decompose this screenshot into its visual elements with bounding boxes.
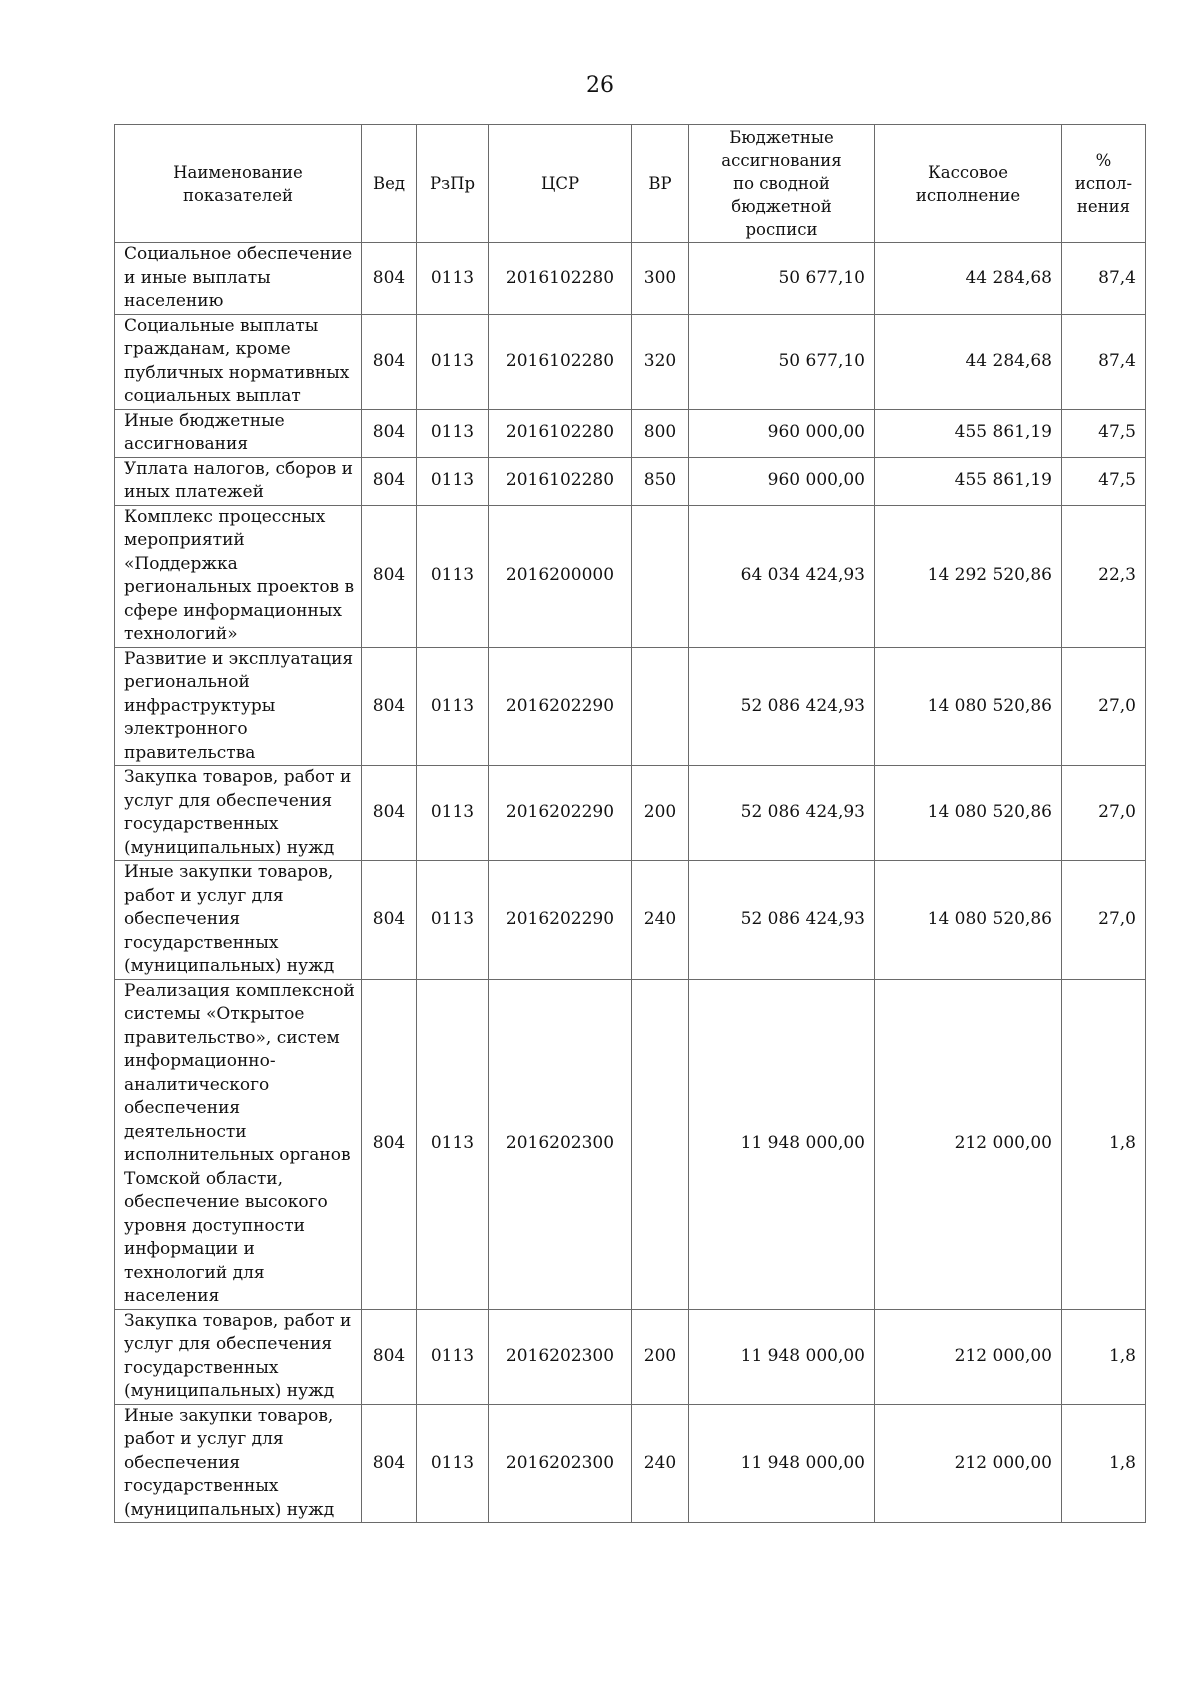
row-vr: 320 xyxy=(632,314,689,409)
row-ved: 804 xyxy=(362,243,417,315)
row-csr: 2016102280 xyxy=(489,457,632,505)
table-row xyxy=(115,861,1146,980)
row-ved: 804 xyxy=(362,979,417,1309)
table-row xyxy=(115,409,1146,457)
header-percent: % испол-нения xyxy=(1062,125,1146,243)
row-vr xyxy=(632,647,689,766)
row-ved: 804 xyxy=(362,1404,417,1523)
row-vr: 240 xyxy=(632,861,689,980)
row-execution: 44 284,68 xyxy=(875,314,1062,409)
row-execution: 455 861,19 xyxy=(875,409,1062,457)
row-vr: 850 xyxy=(632,457,689,505)
row-execution: 14 292 520,86 xyxy=(875,505,1062,647)
row-rzpr: 0113 xyxy=(417,647,489,766)
row-rzpr: 0113 xyxy=(417,766,489,861)
row-percent: 27,0 xyxy=(1062,766,1146,861)
row-name: Развитие и эксплуатация региональной инфраструктуры электронного правительства xyxy=(115,647,362,766)
row-name: Закупка товаров, работ и услуг для обеспечения государственных (муниципальных) нужд xyxy=(115,1309,362,1404)
row-csr: 2016202290 xyxy=(489,647,632,766)
header-csr: ЦСР xyxy=(489,125,632,243)
row-rzpr: 0113 xyxy=(417,979,489,1309)
table-row xyxy=(115,457,1146,505)
row-name: Уплата налогов, сборов и иных платежей xyxy=(115,457,362,505)
row-rzpr: 0113 xyxy=(417,861,489,980)
row-execution: 14 080 520,86 xyxy=(875,861,1062,980)
row-csr: 2016200000 xyxy=(489,505,632,647)
header-name: Наименование показателей xyxy=(115,125,362,243)
row-rzpr: 0113 xyxy=(417,1309,489,1404)
row-name: Социальное обеспечение и иные выплаты населению xyxy=(115,243,362,315)
row-assignments: 11 948 000,00 xyxy=(689,979,875,1309)
table-row xyxy=(115,1404,1146,1523)
row-ved: 804 xyxy=(362,409,417,457)
row-percent: 1,8 xyxy=(1062,1404,1146,1523)
row-rzpr: 0113 xyxy=(417,457,489,505)
row-rzpr: 0113 xyxy=(417,314,489,409)
row-execution: 212 000,00 xyxy=(875,1404,1062,1523)
row-execution: 212 000,00 xyxy=(875,979,1062,1309)
row-rzpr: 0113 xyxy=(417,1404,489,1523)
row-name: Иные бюджетные ассигнования xyxy=(115,409,362,457)
row-assignments: 960 000,00 xyxy=(689,457,875,505)
row-percent: 47,5 xyxy=(1062,457,1146,505)
header-assignments: Бюджетные ассигнования по сводной бюджетной росписи xyxy=(689,125,875,243)
row-vr: 200 xyxy=(632,1309,689,1404)
header-execution: Кассовое исполнение xyxy=(875,125,1062,243)
row-csr: 2016202290 xyxy=(489,766,632,861)
row-name: Реализация комплексной системы «Открытое правительство», систем информационно-аналитического обеспечения деятельности исполнительных органов Томской области, обеспечение высокого уровня доступности информации и технологий для населения xyxy=(115,979,362,1309)
row-name: Социальные выплаты гражданам, кроме публичных нормативных социальных выплат xyxy=(115,314,362,409)
row-execution: 212 000,00 xyxy=(875,1309,1062,1404)
row-name: Закупка товаров, работ и услуг для обеспечения государственных (муниципальных) нужд xyxy=(115,766,362,861)
row-execution: 44 284,68 xyxy=(875,243,1062,315)
row-percent: 87,4 xyxy=(1062,314,1146,409)
row-vr xyxy=(632,979,689,1309)
row-percent: 27,0 xyxy=(1062,647,1146,766)
row-assignments: 11 948 000,00 xyxy=(689,1309,875,1404)
row-assignments: 50 677,10 xyxy=(689,243,875,315)
row-ved: 804 xyxy=(362,1309,417,1404)
row-csr: 2016202300 xyxy=(489,979,632,1309)
row-vr: 200 xyxy=(632,766,689,861)
row-assignments: 64 034 424,93 xyxy=(689,505,875,647)
header-ved: Вед xyxy=(362,125,417,243)
header-rzpr: РзПр xyxy=(417,125,489,243)
row-assignments: 50 677,10 xyxy=(689,314,875,409)
row-vr: 800 xyxy=(632,409,689,457)
budget-execution-table xyxy=(114,124,1146,1523)
row-csr: 2016202290 xyxy=(489,861,632,980)
row-csr: 2016202300 xyxy=(489,1309,632,1404)
table-row xyxy=(115,979,1146,1309)
row-vr: 300 xyxy=(632,243,689,315)
row-assignments: 52 086 424,93 xyxy=(689,766,875,861)
row-csr: 2016202300 xyxy=(489,1404,632,1523)
row-execution: 14 080 520,86 xyxy=(875,647,1062,766)
row-percent: 87,4 xyxy=(1062,243,1146,315)
table-row xyxy=(115,647,1146,766)
row-csr: 2016102280 xyxy=(489,243,632,315)
row-percent: 1,8 xyxy=(1062,1309,1146,1404)
table-row xyxy=(115,314,1146,409)
row-csr: 2016102280 xyxy=(489,314,632,409)
row-rzpr: 0113 xyxy=(417,505,489,647)
row-ved: 804 xyxy=(362,766,417,861)
row-percent: 47,5 xyxy=(1062,409,1146,457)
header-vr: ВР xyxy=(632,125,689,243)
row-name: Иные закупки товаров, работ и услуг для обеспечения государственных (муниципальных) нужд xyxy=(115,861,362,980)
row-ved: 804 xyxy=(362,505,417,647)
row-assignments: 11 948 000,00 xyxy=(689,1404,875,1523)
row-execution: 14 080 520,86 xyxy=(875,766,1062,861)
row-percent: 27,0 xyxy=(1062,861,1146,980)
row-name: Иные закупки товаров, работ и услуг для обеспечения государственных (муниципальных) нужд xyxy=(115,1404,362,1523)
row-execution: 455 861,19 xyxy=(875,457,1062,505)
table-row xyxy=(115,766,1146,861)
page-number: 26 xyxy=(586,73,614,98)
row-ved: 804 xyxy=(362,457,417,505)
table-header-row xyxy=(115,125,1146,243)
row-vr xyxy=(632,505,689,647)
row-csr: 2016102280 xyxy=(489,409,632,457)
row-vr: 240 xyxy=(632,1404,689,1523)
row-assignments: 52 086 424,93 xyxy=(689,861,875,980)
row-percent: 22,3 xyxy=(1062,505,1146,647)
row-rzpr: 0113 xyxy=(417,243,489,315)
row-assignments: 52 086 424,93 xyxy=(689,647,875,766)
row-percent: 1,8 xyxy=(1062,979,1146,1309)
row-ved: 804 xyxy=(362,861,417,980)
table-row xyxy=(115,243,1146,315)
row-assignments: 960 000,00 xyxy=(689,409,875,457)
row-ved: 804 xyxy=(362,647,417,766)
row-ved: 804 xyxy=(362,314,417,409)
row-rzpr: 0113 xyxy=(417,409,489,457)
row-name: Комплекс процессных мероприятий «Поддержка региональных проектов в сфере информационных технологий» xyxy=(115,505,362,647)
table-row xyxy=(115,1309,1146,1404)
table-row xyxy=(115,505,1146,647)
